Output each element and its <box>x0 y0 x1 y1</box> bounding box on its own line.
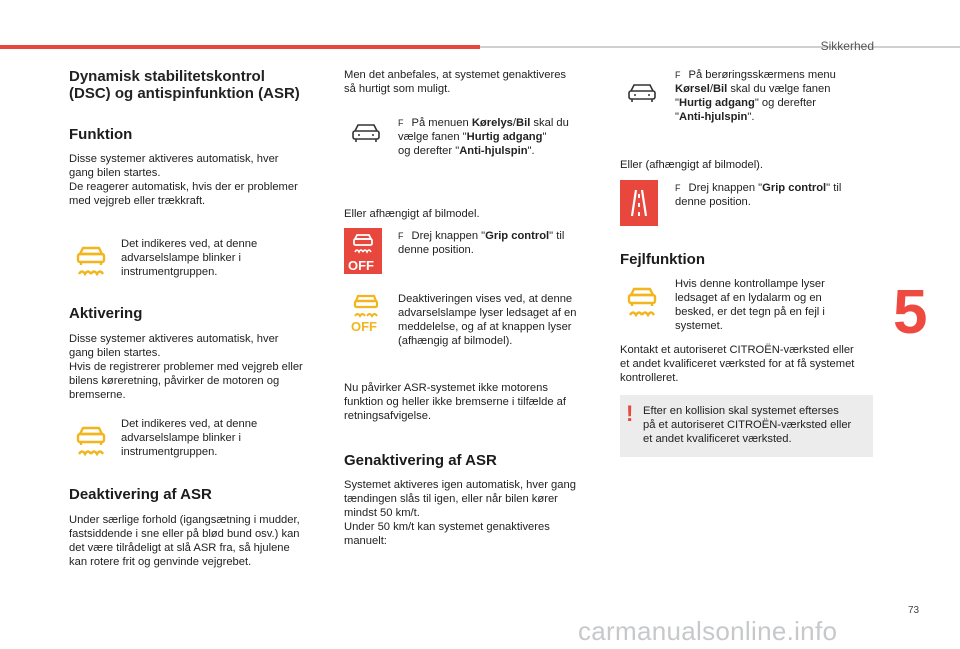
car-menu-icon <box>626 82 658 104</box>
fejl-contact-text: Kontakt et autoriseret CITROËN-værksted eller et andet kvalificeret værksted for at få systemet kontrolleret. <box>620 344 855 384</box>
page-number: 73 <box>908 605 920 616</box>
aktivering-lamp-text: Det indikeres ved, at denne advarselslampe blinker i instrumentgruppen. <box>121 418 258 458</box>
heading-genaktivering: Genaktivering af ASR <box>344 452 497 469</box>
or-text: Eller afhængigt af bilmodel. <box>344 208 480 220</box>
fejl-lamp-text: Hvis denne kontrollampe lyser ledsaget af en lydalarm og en besked, er det tegn på en fejl i systemet. <box>675 278 825 332</box>
after-text: Nu påvirker ASR-systemet ikke motorens funktion og heller ikke bremserne i tilfælde af retningsafvigelse. <box>344 382 566 422</box>
funktion-lamp-text: Det indikeres ved, at denne advarselslampe blinker i instrumentgruppen. <box>121 238 258 278</box>
page-title: Dynamisk stabilitetskontrol (DSC) og antispinfunktion (ASR) <box>69 68 300 102</box>
genaktiver-intro: Men det anbefales, at systemet genaktiveres så hurtigt som muligt. <box>344 69 567 95</box>
stability-warning-lamp-icon <box>74 244 108 276</box>
menu-step: F På menuen Kørelys/Bil skal du vælge fanen "Hurtig adgang" og derefter "Anti-hjulspin". <box>398 117 569 157</box>
stability-fault-lamp-icon <box>625 285 659 317</box>
funktion-text: Disse systemer aktiveres automatisk, hver gang bilen startes. De reagerer automatisk, hvis der er problemer med vejgreb eller trækkraft. <box>69 153 298 207</box>
heading-fejlfunktion: Fejlfunktion <box>620 251 705 268</box>
knob-step-2: F Drej knappen "Grip control" til denne position. <box>675 182 842 208</box>
chapter-number: 5 <box>893 278 928 347</box>
deact-lamp-text: Deaktiveringen vises ved, at denne advarselslampe lyser ledsaget af en meddelelse, og af at knappen lyser (afhængig af bilmodel). <box>398 293 577 347</box>
watermark: carmanualsonline.info <box>578 616 838 646</box>
car-menu-icon <box>350 122 382 144</box>
heading-aktivering: Aktivering <box>69 305 143 322</box>
asr-off-lamp-icon: OFF <box>350 292 382 338</box>
grip-control-off-button-icon: OFF <box>344 228 382 274</box>
header-red-bar <box>0 45 480 49</box>
heading-deaktivering: Deaktivering af ASR <box>69 486 212 503</box>
knob-step: F Drej knappen "Grip control" til denne position. <box>398 230 565 256</box>
header-gray-bar <box>480 46 960 48</box>
deaktivering-text: Under særlige forhold (igangsætning i mudder, fastsiddende i sne eller på blød bund osv.) kan det være tilrådeligt at slå ASR fra, så hjulene kan rotere frit og genvinde vejgrebet. <box>69 514 300 568</box>
warning-exclamation-icon: ! <box>626 401 634 426</box>
stability-warning-lamp-icon <box>74 424 108 456</box>
heading-funktion: Funktion <box>69 126 133 143</box>
grip-control-button-icon <box>620 180 658 226</box>
touch-step: F På berøringsskærmens menu Kørsel/Bil skal du vælge fanen "Hurtig adgang" og derefter "Anti-hjulspin". <box>675 69 836 123</box>
warning-note-text: Efter en kollision skal systemet efterses på et autoriseret CITROËN-værksted eller et andet kvalificeret værksted. <box>643 405 852 445</box>
aktivering-text: Disse systemer aktiveres automatisk, hver gang bilen startes. Hvis de registrerer problemer med vejgreb eller bilens køreretning, påvirker de motoren og bremserne. <box>69 333 303 401</box>
section-title: Sikkerhed <box>820 39 874 53</box>
genaktivering-text: Systemet aktiveres igen automatisk, hver gang tændingen slås til igen, eller når bilen kører mindst 50 km/t. Under 50 km/t kan systemet genaktiveres manuelt: <box>344 479 576 547</box>
or-text-2: Eller (afhængigt af bilmodel). <box>620 159 764 171</box>
